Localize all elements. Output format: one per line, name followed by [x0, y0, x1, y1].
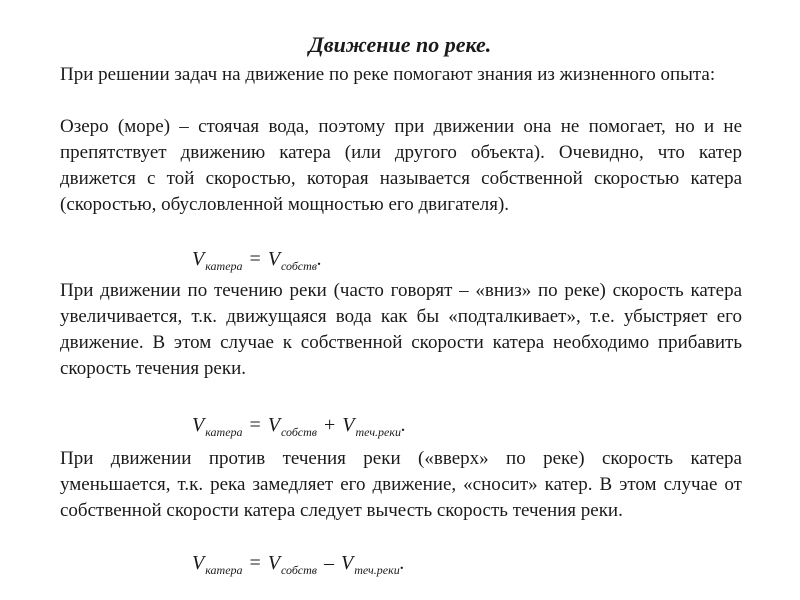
formula-equals: =	[249, 248, 261, 270]
paragraph-upstream: При движении против течения реки («вверх» по реке) скорость катера уменьшается, т.к. река замедляет его движение, «сносит» катер. В этом случае от собственной скорости катера следует вычесть скорость течения реки.	[60, 448, 742, 521]
formula-still-water	[192, 246, 322, 274]
formula-sub-own: собств	[281, 563, 317, 577]
formula-end: .	[399, 552, 405, 574]
formula-sub-boat: катера	[205, 425, 243, 439]
formula-v: V	[267, 248, 281, 270]
formula-v: V	[192, 248, 205, 270]
formula-sub-current: теч.реки	[354, 563, 400, 577]
page-title: Движение по реке.	[308, 32, 492, 57]
formula-equals: =	[249, 552, 261, 574]
formula-end: .	[400, 414, 406, 436]
formula-plus: +	[323, 414, 336, 436]
formula-v: V	[192, 552, 205, 574]
formula-end: .	[316, 248, 322, 270]
paragraph-lake: Озеро (море) – стоячая вода, поэтому при движении она не помогает, но и не препятствует движению катера (или другого объекта). Очевидно, что катер движется с той скоростью, которая называется собственной скоростью катера (скоростью, обусловленной мощностью его двигателя).	[60, 116, 742, 215]
formula-v: V	[267, 414, 281, 436]
paragraph-intro: При решении задач на движение по реке помогают знания из жизненного опыта:	[60, 64, 716, 85]
formula-v: V	[342, 414, 355, 436]
formula-sub-own: собств	[281, 259, 317, 273]
formula-v: V	[340, 552, 354, 574]
formula-upstream	[192, 550, 405, 578]
formula-sub-current: теч.реки	[355, 425, 401, 439]
formula-downstream	[192, 412, 406, 440]
paragraph-downstream: При движении по течению реки (часто говорят – «вниз» по реке) скорость катера увеличивается, т.к. движущаяся вода как бы «подталкивает», т.е. убыстряет его движение. В этом случае к собственной скорости катера необходимо прибавить скорость течения реки.	[60, 280, 742, 379]
formula-sub-boat: катера	[205, 259, 243, 273]
formula-v: V	[192, 414, 205, 436]
formula-equals: =	[249, 414, 261, 436]
formula-v: V	[267, 552, 281, 574]
formula-sub-own: собств	[281, 425, 317, 439]
formula-minus: –	[323, 552, 334, 574]
formula-sub-boat: катера	[205, 563, 243, 577]
